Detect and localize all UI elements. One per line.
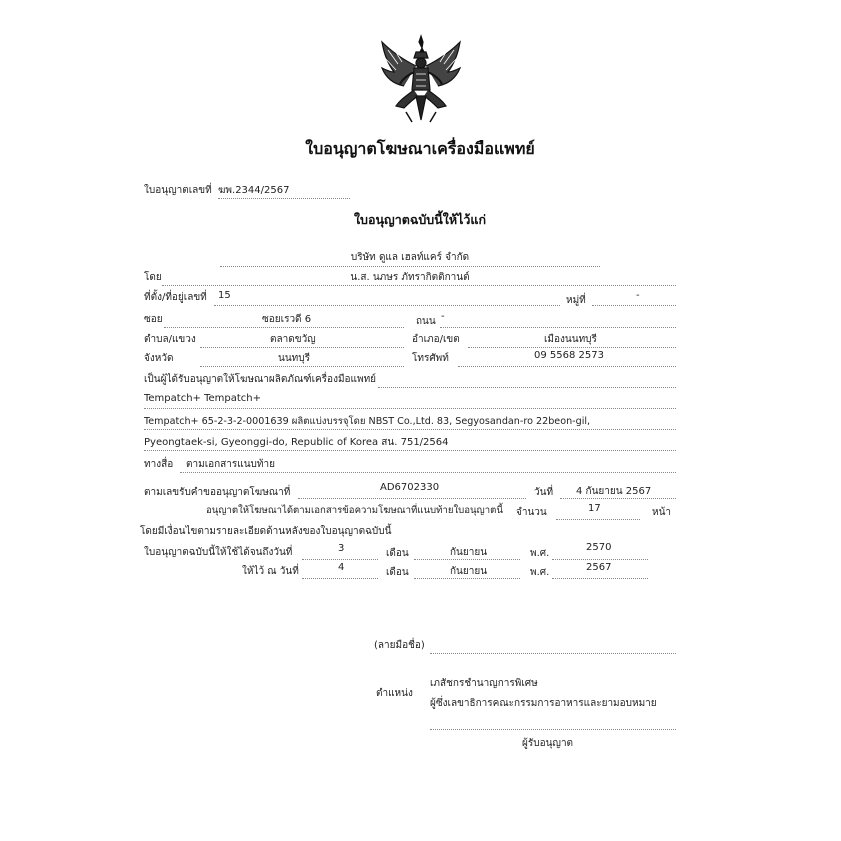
media-value: ตามเอกสารแนบท้าย <box>186 459 275 470</box>
issued-on-month: กันยายน <box>450 566 488 577</box>
position-line-1: เภสัชกรชำนาญการพิเศษ <box>430 678 538 689</box>
valid-until-day: 3 <box>338 543 345 554</box>
product-line-3-dots <box>144 450 676 451</box>
issued-on-year-line <box>552 578 648 579</box>
road-label: ถนน <box>416 316 436 327</box>
valid-until-month-line <box>414 559 520 560</box>
license-number-label: ใบอนุญาตเลขที่ <box>144 185 212 196</box>
product-line-3: Pyeongtaek-si, Gyeonggi-do, Republic of Korea สน. 751/2564 <box>144 437 449 448</box>
issued-on-year: 2567 <box>586 562 612 573</box>
address-no-value: 15 <box>218 290 231 301</box>
company-name: บริษัท ดูแล เฮลท์แคร์ จำกัด <box>350 252 470 263</box>
soi-label: ซอย <box>144 314 163 325</box>
address-no-line <box>214 305 560 306</box>
valid-until-month: กันยายน <box>450 547 488 558</box>
pages-count-value: 17 <box>588 503 601 514</box>
province-line <box>200 366 404 367</box>
pages-count-line <box>556 519 640 520</box>
issued-on-day: 4 <box>338 562 345 573</box>
request-date-label: วันที่ <box>534 487 554 498</box>
address-no-label: ที่ตั้ง/ที่อยู่เลขที่ <box>144 292 207 303</box>
pages-count-label: จำนวน <box>516 507 547 518</box>
product-line-2-dots <box>144 429 676 430</box>
moo-value: - <box>636 290 640 301</box>
phone-value: 09 5568 2573 <box>534 350 604 361</box>
garuda-emblem-icon <box>376 34 466 124</box>
position-label: ตำแหน่ง <box>376 688 413 699</box>
valid-until-year-label: พ.ศ. <box>530 548 550 559</box>
issued-on-day-line <box>302 578 378 579</box>
conditions-text: โดยมีเงื่อนไขตามรายละเอียดด้านหลังของใบอนุญาตฉบับนี้ <box>140 526 392 537</box>
license-number-value: ฆพ.2344/2567 <box>218 185 290 196</box>
soi-value: ซอยเรวดี 6 <box>262 314 312 325</box>
request-label: ตามเลขรับคำขออนุญาตโฆษณาที่ <box>144 487 291 498</box>
valid-until-year-line <box>552 559 648 560</box>
subdistrict-label: ตำบล/แขวง <box>144 334 196 345</box>
district-label: อำเภอ/เขต <box>412 334 460 345</box>
request-date-line <box>560 498 676 499</box>
by-label: โดย <box>144 272 162 283</box>
request-number: AD6702330 <box>380 482 440 493</box>
pages-unit-label: หน้า <box>652 507 672 518</box>
request-date-value: 4 กันยายน 2567 <box>576 486 652 497</box>
issued-on-label: ให้ไว้ ณ วันที่ <box>242 566 299 577</box>
signature-label: (ลายมือชื่อ) <box>374 640 425 651</box>
representative-line <box>162 285 676 286</box>
permission-line <box>378 387 676 388</box>
company-line <box>220 266 600 267</box>
district-value: เมืองนนทบุรี <box>544 334 597 345</box>
product-line-1: Tempatch+ Tempatch+ <box>144 393 262 404</box>
position-line-2: ผู้ซึ่งเลขาธิการคณะกรรมการอาหารและยามอบหมาย <box>430 698 657 709</box>
valid-until-day-line <box>302 559 378 560</box>
representative-name: น.ส. นภษร ภัทรากิตติกานต์ <box>350 272 470 283</box>
province-value: นนทบุรี <box>278 353 310 364</box>
product-line-2: Tempatch+ 65-2-3-2-0001639 ผลิตแบ่งบรรจุโดย NBST Co.,Ltd. 83, Segyosandan-ro 22beon-gil, <box>144 416 591 427</box>
valid-until-month-label: เดือน <box>386 548 409 559</box>
document-title: ใบอนุญาตโฆษณาเครื่องมือแพทย์ <box>305 139 535 158</box>
license-number-line <box>218 198 350 199</box>
phone-label: โทรศัพท์ <box>412 353 449 364</box>
moo-label: หมู่ที่ <box>566 295 586 306</box>
subdistrict-line <box>200 347 404 348</box>
soi-line <box>164 327 404 328</box>
request-number-line <box>298 498 526 499</box>
media-line <box>180 472 676 473</box>
valid-until-year: 2570 <box>586 542 612 553</box>
licensor-label: ผู้รับอนุญาต <box>522 738 574 749</box>
moo-line <box>592 305 676 306</box>
permission-text: เป็นผู้ได้รับอนุญาตให้โฆษณาผลิตภัณฑ์เครื่องมือแพทย์ <box>144 374 377 385</box>
media-label: ทางสื่อ <box>144 459 174 470</box>
province-label: จังหวัด <box>144 353 174 364</box>
road-line <box>440 327 676 328</box>
issued-on-year-label: พ.ศ. <box>530 567 550 578</box>
signature-line <box>430 653 676 654</box>
road-value: - <box>441 311 445 322</box>
issued-on-month-label: เดือน <box>386 567 409 578</box>
issued-on-month-line <box>414 578 520 579</box>
district-line <box>468 347 676 348</box>
issued-to-heading: ใบอนุญาตฉบับนี้ให้ไว้แก่ <box>353 212 487 227</box>
phone-line <box>458 366 676 367</box>
pages-text: อนุญาตให้โฆษณาได้ตามเอกสารข้อความโฆษณาที่แนบท้ายใบอนุญาตนี้ <box>206 505 503 516</box>
valid-until-label: ใบอนุญาตฉบับนี้ให้ใช้ได้จนถึงวันที่ <box>144 547 293 558</box>
product-line-1-dots <box>144 408 676 409</box>
subdistrict-value: ตลาดขวัญ <box>270 334 316 345</box>
licensor-line <box>430 729 676 730</box>
